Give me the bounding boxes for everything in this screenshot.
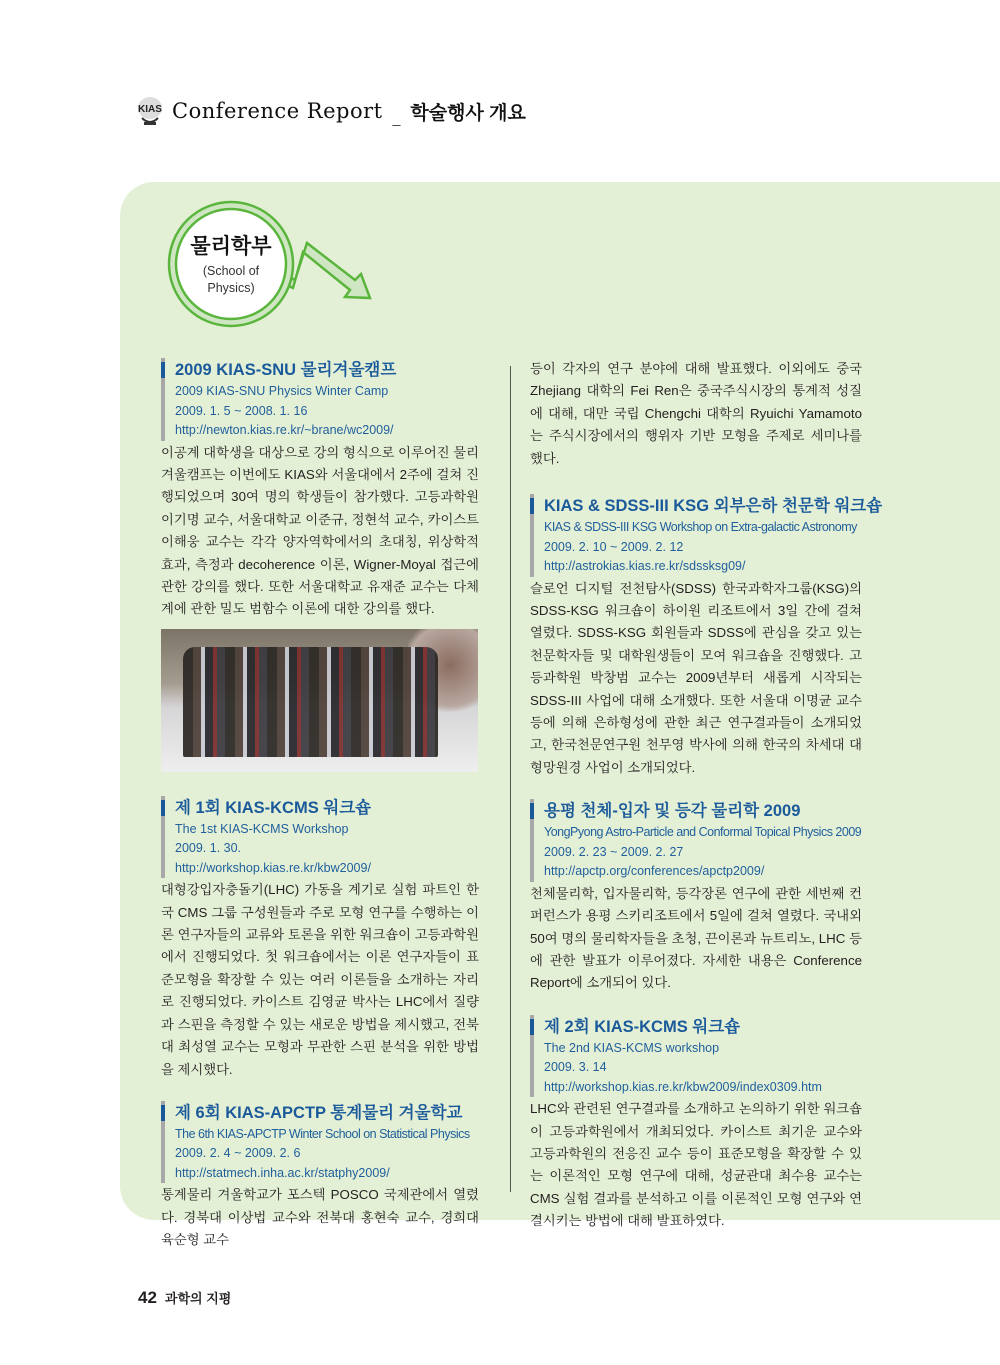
event-subtitle: KIAS & SDSS-III KSG Workshop on Extra-galactic Astronomy [544, 520, 857, 535]
event-date: 2009. 2. 10 ~ 2009. 2. 12 [544, 539, 684, 554]
event-entry [530, 494, 883, 779]
left-column [161, 358, 479, 1272]
event-header [530, 1015, 862, 1098]
publication-name: 과학의 지평 [164, 1291, 232, 1306]
event-title: 제 6회 KIAS-APCTP 통계물리 겨울학교 [175, 1103, 463, 1122]
page-number: 42 [138, 1288, 157, 1307]
event-date: 2009. 1. 5 ~ 2008. 1. 16 [175, 403, 308, 418]
event-subtitle: The 1st KIAS-KCMS Workshop [175, 821, 349, 836]
event-subtitle: YongPyong Astro-Particle and Conformal Topical Physics 2009 [544, 825, 862, 840]
event-entry [530, 799, 862, 995]
event-subtitle: The 6th KIAS-APCTP Winter School on Statistical Physics [175, 1126, 470, 1141]
event-header [530, 494, 883, 577]
event-url-link[interactable]: http://newton.kias.re.kr/~brane/wc2009/ [175, 423, 394, 437]
event-date: 2009. 1. 30. [175, 841, 242, 856]
badge-subtitle-2: Physics) [207, 281, 255, 295]
continued-text: 등이 각자의 연구 분야에 대해 발표했다. 이외에도 중국 Zhejiang 대학의 Fei Ren은 중국주식시장의 통계적 성질에 대해, 대만 국립 Chengchi 대학의 Ryuichi Yamamoto는 주식시장에서의 행위자 기반 모형을 주제로 세미나를 했다. [530, 361, 862, 466]
header-separator: _ [392, 110, 401, 126]
event-title: 제 1회 KIAS-KCMS 워크숍 [175, 798, 372, 817]
event-description: 대형강입자충돌기(LHC) 가동을 계기로 실험 파트인 한국 CMS 그룹 구성원들과 주로 모형 연구를 수행하는 이론 연구자들의 교류와 토론을 위한 워크숍이 고등과학원에서 진행되었다. 첫 워크숍에서는 이론 연구자들이 표준모형을 확장할 수 있는 여러 이론들을 소개하는 자리로 진행되었다. 카이스트 김영균 박사는 LHC에서 질량과 스핀을 측정할 수 있는 새로운 방법을 제시했고, 전북대 최성열 교수는 모형과 무관한 스핀 분석을 위한 방법을 제시했다. [161, 882, 479, 1077]
event-url-link[interactable]: http://apctp.org/conferences/apctp2009/ [544, 864, 765, 879]
event-title: 2009 KIAS-SNU 물리겨울캠프 [175, 361, 397, 379]
event-entry [161, 358, 479, 621]
page-header [136, 96, 526, 126]
svg-text:KIAS: KIAS [138, 104, 162, 115]
header-subtitle: 학술행사 개요 [410, 102, 526, 124]
event-description: LHC와 관련된 연구결과를 소개하고 논의하기 위한 워크숍이 고등과학원에서 개최되었다. 카이스트 최기운 교수와 고등과학원의 전응진 교수 등이 표준모형을 확장할 수 있는 이론적인 모형 연구에 대해, 성균관대 최수용 교수는 CMS 실험 결과를 분석하고 이를 이론적인 모형 연구와 연결시키는 방법에 대해 발표하였다. [530, 1101, 862, 1229]
event-date: 2009. 2. 4 ~ 2009. 2. 6 [175, 1146, 301, 1161]
kias-logo-icon [136, 96, 164, 126]
event-date: 2009. 2. 23 ~ 2009. 2. 27 [544, 844, 684, 859]
event-url-link[interactable]: http://statmech.inha.ac.kr/statphy2009/ [175, 1165, 390, 1180]
event-entry [161, 1101, 479, 1252]
event-description: 통계물리 겨울학교가 포스텍 POSCO 국제관에서 열렸다. 경북대 이상법 교수와 전북대 홍현숙 교수, 경희대 육순형 교수 [161, 1187, 479, 1248]
event-header [161, 796, 479, 879]
photo-people [183, 647, 438, 757]
event-description: 이공계 대학생을 대상으로 강의 형식으로 이루어진 물리겨울캠프는 이번에도 KIAS와 서울대에서 2주에 걸쳐 진행되었으며 30여 명의 학생들이 참가했다. 고등과학원 이기명 교수, 서울대학교 이준규, 정현석 교수, 카이스트 이해웅 교수는 각각 양자역학에서의 초대칭, 위상학적 효과, 측정과 decoherence 이론, Wigner-Moyal 접근에 관한 강의를 했다. 또한 서울대학교 유재준 교수는 다체계에 관한 밀도 범함수 이론에 대한 강의를 했다. [161, 444, 479, 617]
event-entry [161, 796, 479, 1081]
event-description: 슬로언 디지털 전천탐사(SDSS) 한국과학자그룹(KSG)의 SDSS-KSG 워크숍이 하이원 리조트에서 3일 간에 걸쳐 열렸다. SDSS-KSG 회원들과 SDSS에 관심을 갖고 있는 천문학자들 및 대학원생들이 모여 워크숍을 진행했다. 고등과학원 박창범 교수는 2009년부터 새롭게 시작되는 SDSS-III 사업에 대해 소개했다. 또한 서울대 이명균 교수 등에 의해 은하형성에 관한 최근 연구결과들이 소개되었고, 한국천문연구원 천무영 박사에 의해 한국의 차세대 대형망원경 사업이 소개되었다. [530, 580, 862, 775]
event-header [161, 358, 479, 441]
event-subtitle: The 2nd KIAS-KCMS workshop [544, 1040, 720, 1055]
event-url-link[interactable]: http://workshop.kias.re.kr/kbw2009/index0309.htm [544, 1079, 822, 1094]
event-header [161, 1101, 479, 1184]
event-description: 천체물리학, 입자물리학, 등각장론 연구에 관한 세번째 컨퍼런스가 용평 스키리조트에서 5일에 걸쳐 열렸다. 국내외 50여 명의 물리학자들을 초청, 끈이론과 뉴트리노, LHC 등에 관한 발표가 이루어졌다. 자세한 내용은 Conference Report에 소개되어 있다. [530, 885, 862, 991]
badge-subtitle-1: (School of [202, 264, 260, 278]
event-subtitle: 2009 KIAS-SNU Physics Winter Camp [175, 384, 389, 398]
event-title: 용평 천체-입자 및 등각 물리학 2009 [544, 802, 801, 821]
event-header [530, 799, 862, 882]
event-title: 제 2회 KIAS-KCMS 워크숍 [544, 1017, 741, 1036]
event-url-link[interactable]: http://astrokias.kias.re.kr/sdssksg09/ [544, 559, 746, 574]
event-title: KIAS & SDSS-III KSG 외부은하 천문학 워크숍 [544, 497, 883, 516]
group-photo [161, 629, 478, 772]
header-title: Conference Report [172, 99, 383, 123]
event-date: 2009. 3. 14 [544, 1060, 607, 1075]
right-column [530, 358, 883, 1253]
column-divider [510, 366, 511, 1192]
event-url-link[interactable]: http://workshop.kias.re.kr/kbw2009/ [175, 860, 371, 875]
event-entry [530, 1015, 862, 1233]
page-footer [138, 1288, 231, 1308]
badge-title: 물리학부 [190, 235, 272, 258]
school-badge [180, 230, 282, 297]
